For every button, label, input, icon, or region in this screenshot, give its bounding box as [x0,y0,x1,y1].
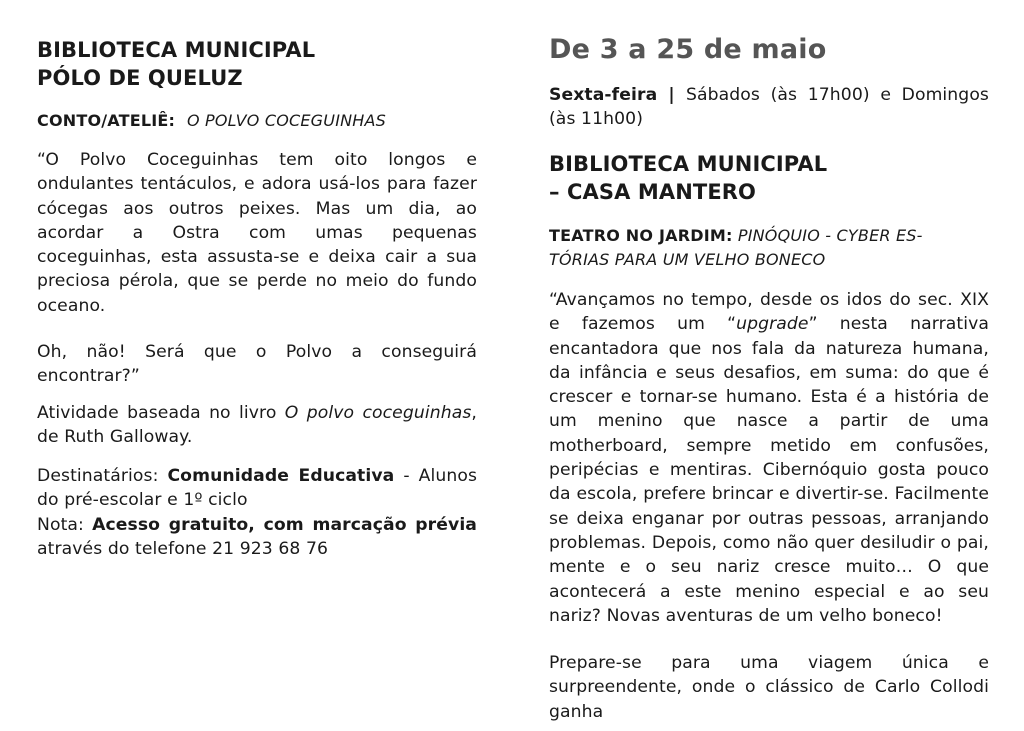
venue-title-line1: BIBLIOTECA MUNICIPAL [37,38,316,62]
para1-rest: ” nesta narrativa encantadora que nos fala da natureza humana, da infância e seus desafios, em suma: do que é crescer e tornar-se humano. Esta é a história de um menino que nasce a partir de uma motherboard, sempre metido em confusões, peripécias e mentiras. Cibernóquio gosta pouco da escola, prefere brincar e divertir-se. Facilmente se deixa enganar por outras pessoas, arranjando problemas. Depois, como não quer desiludir o pai, mente e o seu nariz cresce muito… O que acontecerá a este menino especial e ao seu nariz? Novas aventuras de um velho boneco! [549,314,989,626]
venue-title-queluz [37,36,315,92]
audience-rest: - Alunos do pré-escolar e 1º ciclo [37,466,477,511]
event-name-line1: PINÓQUIO - CYBER ES- [732,226,923,245]
venue-title-line1: BIBLIOTECA MUNICIPAL [549,152,828,176]
event-label [549,224,989,272]
note-rest: através do telefone 21 923 68 76 [37,538,329,559]
event-name: O POLVO COCEGUINHAS [186,111,387,130]
book-ref-prefix: Atividade baseada no livro [37,403,285,423]
audience-label: Destinatários: [37,466,168,486]
description-paragraph-2: Prepare-se para uma viagem única e surpreendente, onde o clássico de Carlo Collodi ganha [549,653,989,722]
audience-info [37,464,477,561]
event-label [37,111,477,130]
description-paragraph-1 [549,288,989,628]
venue-title-line2: PÓLO DE QUELUZ [37,66,243,90]
description-paragraph-1: “O Polvo Coceguinhas tem oito longos e ondulantes tentáculos, e adora usá-los para fazer cócegas aos outros peixes. Mas um dia, ao acordar a Ostra com umas pequenas coceguinhas, esta assusta-se e deixa cair a sua preciosa pérola, que se perde no meio do fundo oceano. [37,150,477,316]
note-label: Nota: [37,514,93,535]
para1-start: “Avançamos no tempo, desde os idos do sec. XIX e fazemos um “ [549,290,989,335]
schedule-rest: Sábados (às 17h00) e Domingos (às 11h00) [549,85,989,130]
venue-title-line2: – CASA MANTERO [549,180,756,204]
book-reference [37,401,477,450]
date-range: De 3 a 25 de maio [549,34,827,65]
event-type: TEATRO NO JARDIM: [549,226,733,245]
event-type: CONTO/ATELIÊ: [37,111,176,130]
schedule-bold: Sexta-feira | [549,85,686,105]
book-ref-suffix: , de Ruth Galloway. [37,403,477,448]
venue-title-mantero [549,150,989,206]
schedule [549,83,989,132]
note-value: Acesso gratuito, com marcação prévia [92,514,478,535]
event-name-line2: TÓRIAS PARA UM VELHO BONECO [549,250,826,269]
upgrade-word: upgrade [736,314,809,335]
audience-value: Comunidade Educativa [167,466,395,486]
description-paragraph-2: Oh, não! Será que o Polvo a conseguirá encontrar?” [37,342,477,387]
book-title: O polvo coceguinhas [284,403,472,423]
